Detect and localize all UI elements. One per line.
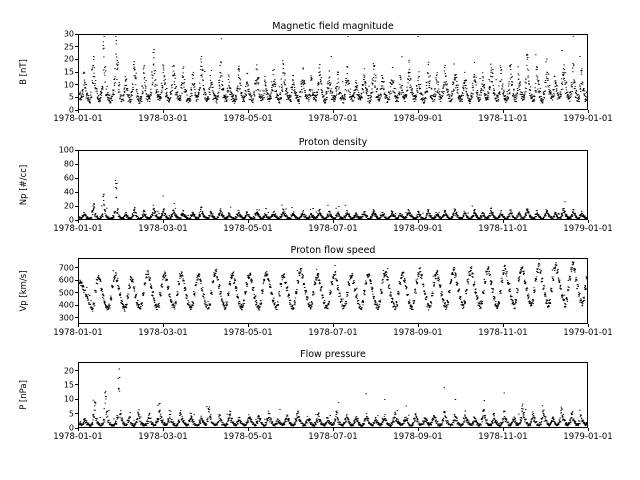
- x-tick-label: 1979-01-01: [563, 114, 613, 124]
- y-tick-label: 700: [58, 263, 74, 273]
- x-tick-mark: [333, 324, 334, 327]
- scatter-series: [79, 363, 588, 428]
- y-tick-label: 15: [63, 380, 74, 390]
- x-tick-mark: [78, 324, 79, 327]
- y-tick-mark: [75, 46, 78, 47]
- x-tick-label: 1979-01-01: [563, 328, 613, 338]
- y-tick-label: 500: [58, 288, 74, 298]
- y-tick-label: 40: [63, 187, 74, 197]
- y-tick-mark: [75, 384, 78, 385]
- x-tick-mark: [503, 428, 504, 431]
- y-tick-mark: [75, 97, 78, 98]
- y-tick-label: 400: [58, 300, 74, 310]
- x-tick-label: 1978-11-01: [478, 224, 528, 234]
- x-tick-label: 1978-01-01: [53, 224, 103, 234]
- x-tick-label: 1978-09-01: [393, 328, 443, 338]
- chart-title: Magnetic field magnitude: [272, 21, 394, 32]
- y-tick-label: 300: [58, 313, 74, 323]
- x-tick-mark: [588, 428, 589, 431]
- y-tick-mark: [75, 192, 78, 193]
- y-tick-label: 20: [63, 201, 74, 211]
- x-tick-label: 1978-05-01: [223, 224, 273, 234]
- x-tick-label: 1978-07-01: [308, 432, 358, 442]
- x-tick-mark: [248, 324, 249, 327]
- x-tick-label: 1978-09-01: [393, 432, 443, 442]
- x-tick-label: 1979-01-01: [563, 432, 613, 442]
- x-tick-label: 1978-05-01: [223, 328, 273, 338]
- y-tick-mark: [75, 370, 78, 371]
- y-tick-mark: [75, 178, 78, 179]
- x-tick-label: 1978-03-01: [138, 114, 188, 124]
- chart-title: Proton flow speed: [290, 245, 376, 256]
- y-tick-mark: [75, 84, 78, 85]
- x-tick-label: 1978-07-01: [308, 224, 358, 234]
- y-tick-mark: [75, 34, 78, 35]
- y-tick-label: 20: [63, 54, 74, 64]
- x-tick-mark: [503, 220, 504, 223]
- y-tick-label: 15: [63, 67, 74, 77]
- y-axis-label: Np [#/cc]: [19, 164, 29, 206]
- x-tick-label: 1978-05-01: [223, 432, 273, 442]
- chart-title: Proton density: [298, 137, 368, 148]
- x-tick-label: 1978-07-01: [308, 114, 358, 124]
- plot-area: [78, 258, 588, 324]
- x-tick-label: 1978-03-01: [138, 224, 188, 234]
- plot-area: [78, 362, 588, 428]
- y-tick-label: 0: [68, 215, 74, 225]
- x-tick-mark: [418, 110, 419, 113]
- chart-panel-2: [19, 137, 613, 234]
- x-tick-label: 1978-05-01: [223, 114, 273, 124]
- y-tick-label: 10: [63, 394, 74, 404]
- x-tick-label: 1979-01-01: [563, 224, 613, 234]
- x-tick-label: 1978-07-01: [308, 328, 358, 338]
- y-tick-label: 20: [63, 366, 74, 376]
- x-tick-mark: [248, 110, 249, 113]
- x-tick-mark: [588, 220, 589, 223]
- x-tick-mark: [588, 110, 589, 113]
- x-tick-mark: [248, 220, 249, 223]
- y-axis-label: B [nT]: [19, 59, 29, 85]
- x-tick-label: 1978-11-01: [478, 328, 528, 338]
- y-tick-mark: [75, 413, 78, 414]
- y-tick-label: 100: [58, 145, 74, 155]
- x-tick-mark: [333, 220, 334, 223]
- chart-panel-3: [19, 245, 613, 338]
- y-tick-label: 5: [68, 92, 74, 102]
- y-axis-label: P [nPa]: [19, 380, 29, 410]
- y-tick-mark: [75, 150, 78, 151]
- x-tick-mark: [163, 110, 164, 113]
- y-tick-mark: [75, 267, 78, 268]
- y-tick-label: 5: [68, 409, 74, 419]
- y-tick-label: 80: [63, 159, 74, 169]
- x-tick-label: 1978-03-01: [138, 432, 188, 442]
- x-tick-mark: [163, 428, 164, 431]
- x-tick-label: 1978-09-01: [393, 114, 443, 124]
- y-tick-label: 0: [68, 423, 74, 433]
- scatter-series: [79, 259, 588, 324]
- x-tick-label: 1978-11-01: [478, 114, 528, 124]
- x-tick-mark: [163, 220, 164, 223]
- x-tick-mark: [163, 324, 164, 327]
- x-tick-label: 1978-01-01: [53, 328, 103, 338]
- x-tick-mark: [78, 220, 79, 223]
- y-tick-label: 10: [63, 80, 74, 90]
- chart-panel-1: [19, 21, 613, 124]
- y-tick-mark: [75, 305, 78, 306]
- x-tick-mark: [418, 428, 419, 431]
- x-tick-mark: [503, 324, 504, 327]
- x-tick-label: 1978-11-01: [478, 432, 528, 442]
- x-tick-mark: [248, 428, 249, 431]
- y-tick-mark: [75, 59, 78, 60]
- x-tick-label: 1978-01-01: [53, 114, 103, 124]
- chart-panel-4: [19, 349, 613, 442]
- plot-area: [78, 150, 588, 220]
- x-tick-mark: [78, 110, 79, 113]
- x-tick-label: 1978-03-01: [138, 328, 188, 338]
- x-tick-mark: [503, 110, 504, 113]
- y-tick-mark: [75, 399, 78, 400]
- y-tick-mark: [75, 164, 78, 165]
- plot-area: [78, 34, 588, 110]
- x-tick-mark: [333, 110, 334, 113]
- y-tick-mark: [75, 292, 78, 293]
- y-axis-label: Vp [km/s]: [19, 270, 29, 312]
- y-tick-label: 0: [68, 105, 74, 115]
- y-tick-mark: [75, 206, 78, 207]
- y-tick-mark: [75, 72, 78, 73]
- x-tick-mark: [418, 220, 419, 223]
- y-tick-mark: [75, 280, 78, 281]
- x-tick-mark: [588, 324, 589, 327]
- x-tick-mark: [78, 428, 79, 431]
- x-tick-label: 1978-09-01: [393, 224, 443, 234]
- y-tick-label: 60: [63, 173, 74, 183]
- y-tick-mark: [75, 317, 78, 318]
- x-tick-mark: [418, 324, 419, 327]
- scatter-series: [79, 35, 588, 110]
- y-tick-label: 25: [63, 42, 74, 52]
- chart-title: Flow pressure: [300, 349, 366, 360]
- x-tick-mark: [333, 428, 334, 431]
- y-tick-label: 600: [58, 275, 74, 285]
- scatter-series: [79, 151, 588, 220]
- y-tick-label: 30: [63, 29, 74, 39]
- x-tick-label: 1978-01-01: [53, 432, 103, 442]
